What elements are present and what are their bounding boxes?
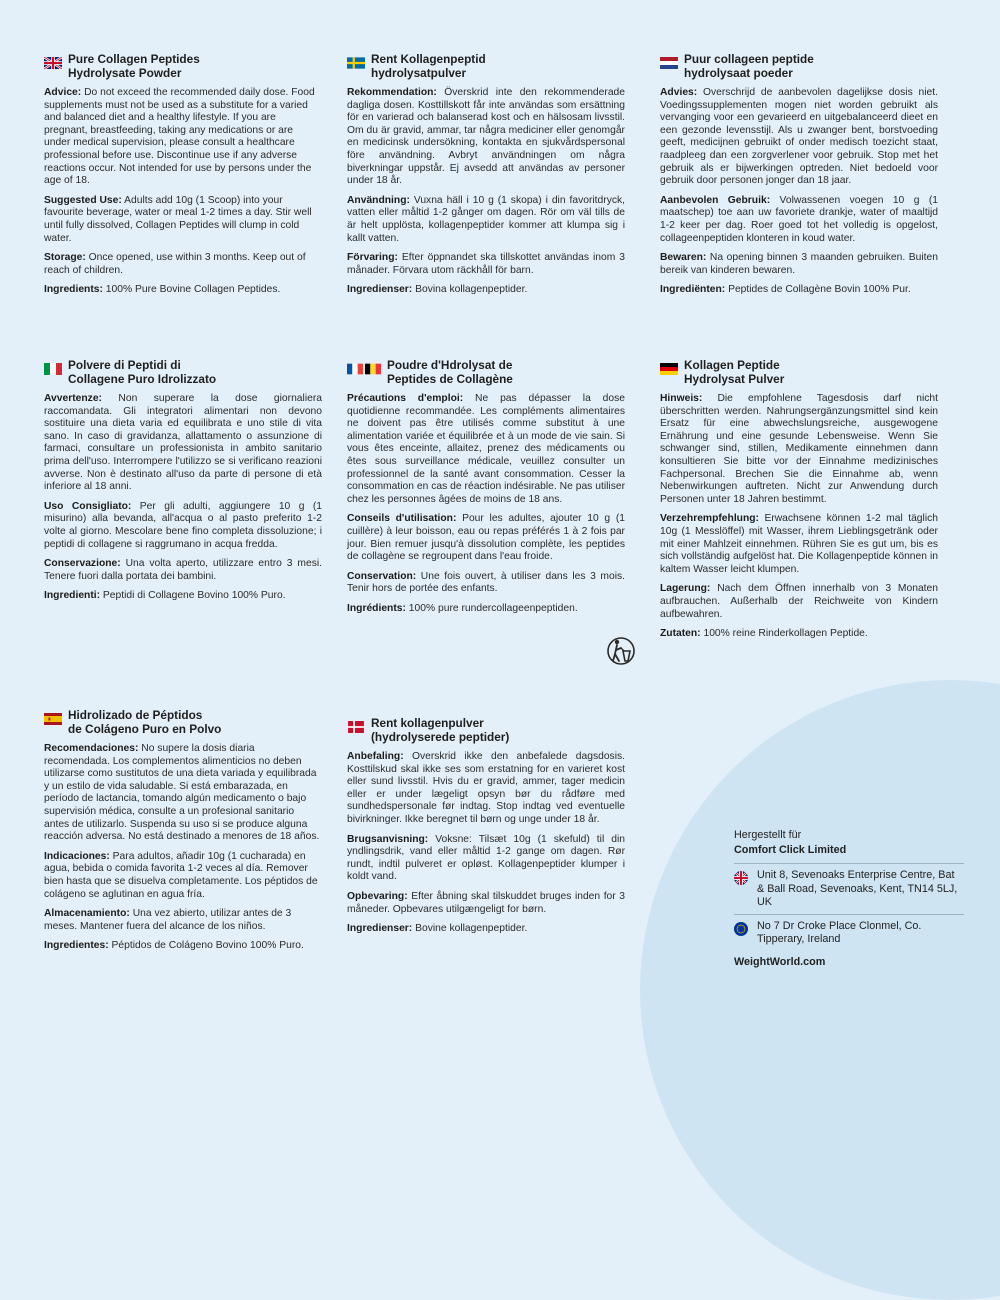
panel-body xyxy=(660,87,938,297)
section-label: Ingredientes: xyxy=(44,940,109,952)
section-label: Recomendaciones: xyxy=(44,743,139,754)
panel-dutch xyxy=(660,52,938,304)
panel-header xyxy=(660,358,938,386)
panel-title: Polvere di Peptidi di Collagene Puro Idrolizzato xyxy=(68,358,217,386)
manufactured-for-label: Hergestellt für xyxy=(734,829,802,841)
panel-header xyxy=(44,358,322,386)
section-text: Efter åbning skal tilskuddet bruges inden for 3 måneder. Opbevares utilgængeligt for børn. xyxy=(347,890,625,915)
panel-body xyxy=(44,87,322,297)
panel-italian xyxy=(44,358,322,610)
section-label: Brugsanvisning: xyxy=(347,833,429,845)
section-label: Suggested Use: xyxy=(44,194,122,206)
panel-section xyxy=(347,252,625,277)
section-label: Rekommendation: xyxy=(347,87,437,98)
section-label: Almacenamiento: xyxy=(44,908,130,920)
panel-section xyxy=(660,583,938,621)
section-text: Voksne: Tilsæt 10g (1 skefuld) til din yndlingsdrik, vand eller måltid 1-2 gange om dagen. Rør rundt, indtil pulveret er opløst. Kollagenpeptider klumper i koldt vand. xyxy=(347,833,625,883)
panel-title: Poudre d'Hdrolysat de Peptides de Collagène xyxy=(387,358,513,386)
panel-french xyxy=(347,358,625,623)
ie-address-row xyxy=(734,914,964,951)
section-text: Efter öppnandet ska tillskottet användas inom 3 månader. Förvara utom räckhåll för barn. xyxy=(347,252,625,276)
section-label: Précautions d'emploi: xyxy=(347,393,464,404)
panel-section xyxy=(660,284,938,297)
panel-section xyxy=(44,252,322,277)
panel-title: Rent kollagenpulver (hydrolyserede peptider) xyxy=(371,716,510,744)
panel-body xyxy=(44,393,322,603)
tidyman-recycle-icon xyxy=(606,634,636,668)
section-label: Bewaren: xyxy=(660,252,707,264)
panel-title: Hidrolizado de Péptidos de Colágeno Puro en Polvo xyxy=(68,708,222,736)
section-text: Ne pas dépasser la dose quotidienne recommandée. Les compléments alimentaires ne doivent pas être utilisés comme substitut à une alimentation variée et équilibrée et à un mode de vie sain. Si vous êtes enceinte, allaitez, prenez des médicaments ou êtes sous surveillance médicale, veuillez consulter un professionnel de la santé avant consommation. Cesser la consommation en cas de réaction indésirable. Ne pas utiliser chez les personnes âgées de moins de 18 ans. xyxy=(347,393,625,505)
panel-section xyxy=(44,851,322,901)
panel-body xyxy=(347,751,625,936)
section-label: Conservation: xyxy=(347,570,417,582)
panel-section xyxy=(44,940,322,953)
section-text: Una volta aperto, utilizzare entro 3 mesi. Tenere fuori dalla portata dei bambini. xyxy=(44,558,322,582)
section-text: Erwachsene können 1-2 mal täglich 10g (1 Messlöffel) mit Wasser, ihrem Lieblingsgetränk oder mit einer Mahlzeit einnehmen. Rühren Sie es gut um, bis es sich vollständig aufgelöst hat. Die Kollagenpeptide können in kaltem Wasser leicht klumpen. xyxy=(660,513,938,575)
panel-body xyxy=(44,743,322,953)
panel-body xyxy=(347,87,625,297)
section-text: Peptides de Collagène Bovin 100% Pur. xyxy=(725,284,911,296)
section-text: Na opening binnen 3 maanden gebruiken. Buiten bereik van kinderen bewaren. xyxy=(660,252,938,276)
panel-section xyxy=(347,603,625,616)
section-text: Volwassenen voegen 10 g (1 maatschep) toe aan uw favoriete drankje, water of maaltijd 1-2 keer per dag. Roer goed tot het volledig is opgelost, collageenpeptiden klonteren in koud water. xyxy=(660,194,938,244)
ie-address: No 7 Dr Croke Place Clonmel, Co. Tipperary, Ireland xyxy=(757,919,922,945)
panel-header xyxy=(347,716,625,744)
panel-section xyxy=(347,571,625,596)
uk-flag-icon xyxy=(734,871,748,885)
panel-section xyxy=(44,87,322,188)
panel-section xyxy=(44,501,322,551)
section-text: Per gli adulti, aggiungere 10 g (1 misurino) alla bevanda, all'acqua o al pasto preferito 1-2 volte al giorno. Mescolare bene fino completa dissoluzione; i peptidi di collagene si raggrumano in acqua fredda. xyxy=(44,500,322,550)
panel-title: Puur collageen peptide hydrolysaat poeder xyxy=(684,52,814,80)
section-label: Aanbevolen Gebruik: xyxy=(660,194,771,206)
section-label: Ingrediënten: xyxy=(660,284,726,296)
section-label: Förvaring: xyxy=(347,252,398,264)
section-text: 100% Pure Bovine Collagen Peptides. xyxy=(102,284,281,296)
section-text: Nach dem Öffnen innerhalb von 3 Monaten aufbrauchen. Außerhalb der Reichweite von Kindern aufbewahren. xyxy=(660,583,938,620)
section-text: 100% pure rundercollageenpeptiden. xyxy=(405,602,578,614)
section-text: Adults add 10g (1 Scoop) into your favourite beverage, water or meal 1-2 times a day. Stir well until fully dissolved, Collagen Peptides will clump in cold water. xyxy=(44,194,312,244)
section-text: Peptidi di Collagene Bovino 100% Puro. xyxy=(100,590,286,602)
panel-body xyxy=(660,393,938,641)
spain-flag-icon xyxy=(44,713,62,725)
section-label: Advies: xyxy=(660,87,698,98)
panel-section xyxy=(44,743,322,844)
section-text: Une fois ouvert, à utiliser dans les 3 mois. Tenir hors de portée des enfants. xyxy=(347,570,625,595)
panel-section xyxy=(44,284,322,297)
section-label: Ingredienser: xyxy=(347,284,413,296)
panel-title: Kollagen Peptide Hydrolysat Pulver xyxy=(684,358,785,386)
section-label: Ingrédients: xyxy=(347,602,406,614)
company-info xyxy=(734,829,964,969)
section-text: Once opened, use within 3 months. Keep out of reach of children. xyxy=(44,252,306,276)
panel-section xyxy=(660,393,938,506)
panel-header xyxy=(660,52,938,80)
section-label: Advice: xyxy=(44,87,82,98)
panel-section xyxy=(347,87,625,188)
panel-section xyxy=(44,908,322,933)
section-label: Ingredienser: xyxy=(347,923,413,935)
section-text: 100% reine Rinderkollagen Peptide. xyxy=(700,628,868,640)
uk-address-row xyxy=(734,863,964,914)
denmark-flag-icon xyxy=(347,721,365,733)
panel-danish xyxy=(347,716,625,943)
section-text: Pour les adultes, ajouter 10 g (1 cuillère) à leur boisson, eau ou repas préférés 1 à 2 fois par jour. Bien remuer jusqu'à dissolution complète, les peptides de collagène se regroupent dans l'eau froide. xyxy=(347,513,625,563)
section-label: Zutaten: xyxy=(660,628,701,640)
panel-section xyxy=(660,628,938,641)
panel-body xyxy=(347,393,625,616)
panel-section xyxy=(347,923,625,936)
section-label: Indicaciones: xyxy=(44,850,110,862)
section-label: Anbefaling: xyxy=(347,751,404,762)
panel-section xyxy=(347,513,625,563)
panel-section xyxy=(660,195,938,245)
section-text: Vuxna häll i 10 g (1 skopa) i din favoritdryck, vatten eller måltid 1-2 gånger om dagen. Rör om väl tills de är helt upplösta, kollagenpeptider kommer att klumpa sig i kallt vatten. xyxy=(347,194,625,244)
panel-section xyxy=(347,751,625,827)
section-label: Opbevaring: xyxy=(347,890,408,902)
section-label: Conseils d'utilisation: xyxy=(347,513,457,525)
section-text: Bovina kollagenpeptider. xyxy=(412,284,528,296)
netherlands-flag-icon xyxy=(660,57,678,69)
panel-header xyxy=(347,358,625,386)
panel-section xyxy=(44,590,322,603)
germany-flag-icon xyxy=(660,363,678,375)
panel-section xyxy=(347,834,625,884)
section-text: Överskrid inte den rekommenderade dagliga dosen. Kosttillskott får inte användas som ersättning för en varierad och balanserad kost och en hälsosam livsstil. Om du är gravid, ammar, tar några mediciner eller genomgår en medicinsk undersökning, kontakta en sjukvårdspersonal före användning. Avbryt användningen om några biverkningar uppstår. Ej avsedd att användas av personer under 18 år. xyxy=(347,87,625,187)
section-text: No supere la dosis diaria recomendada. Los complementos alimenticios no deben utilizarse como sustitutos de una dieta variada y equilibrada y un estilo de vida saludable. Si está embarazada, en período de lactancia, tomando algún medicamento o bajo supervisión médica, consulte a un profesional sanitario antes de utilizarlo. Suspenda su uso si se produce alguna reacción adversa. No está destinado a menores de 18 años. xyxy=(44,743,320,843)
panel-section xyxy=(44,393,322,494)
panel-header xyxy=(44,708,322,736)
uk-flag-icon xyxy=(44,57,62,69)
panel-section xyxy=(44,558,322,583)
panel-section xyxy=(44,195,322,245)
panel-title: Pure Collagen Peptides Hydrolysate Powder xyxy=(68,52,200,80)
panel-title: Rent Kollagenpeptid hydrolysatpulver xyxy=(371,52,486,80)
panel-section xyxy=(347,393,625,506)
section-text: Péptidos de Colágeno Bovino 100% Puro. xyxy=(108,940,304,952)
section-label: Hinweis: xyxy=(660,393,703,404)
section-text: Overschrijd de aanbevolen dagelijkse dosis niet. Voedingssupplementen mogen niet worden gebruikt als vervanging voor een gevarieerd en uitgebalanceerd dieet en een gezonde levensstijl. Als u zwanger bent, borstvoeding geeft, medicijnen gebruikt of onder medisch toezicht staat, raadpleeg dan een zorgverlener voor gebruik. Stop met het gebruik als er bijwerkingen optreden. Niet bedoeld voor gebruik door personen jonger dan 18 jaar. xyxy=(660,87,938,187)
panel-section xyxy=(660,513,938,576)
section-label: Användning: xyxy=(347,194,410,206)
eu-flag-icon xyxy=(734,922,748,936)
section-label: Ingredienti: xyxy=(44,590,101,602)
italy-flag-icon xyxy=(44,363,62,375)
section-label: Verzehrempfehlung: xyxy=(660,513,759,525)
section-text: Una vez abierto, utilizar antes de 3 meses. Mantener fuera del alcance de los niños. xyxy=(44,908,292,932)
section-label: Storage: xyxy=(44,252,86,264)
section-label: Lagerung: xyxy=(660,583,711,595)
uk-address: Unit 8, Sevenoaks Enterprise Centre, Bat & Ball Road, Sevenoaks, Kent, TN14 5LJ, UK xyxy=(757,869,958,908)
section-label: Avvertenze: xyxy=(44,393,102,404)
section-label: Conservazione: xyxy=(44,558,121,570)
panel-section xyxy=(660,87,938,188)
panel-section xyxy=(347,284,625,297)
panel-header xyxy=(44,52,322,80)
website-link[interactable]: WeightWorld.com xyxy=(734,955,826,968)
panel-header xyxy=(347,52,625,80)
panel-section xyxy=(347,195,625,245)
panel-section xyxy=(660,252,938,277)
background-decor-circle xyxy=(640,680,1000,1300)
section-text: Non superare la dose giornaliera raccomandata. Gli integratori alimentari non devono sostituire una dieta varia ed equilibrata e uno stile di vita sano. In caso di gravidanza, allattamento o assunzione di farmaci, consultare un professionista in ambito sanitario prima dell'uso. Interrompere l'utilizzo se si verificano reazioni avverse. Non è destinato all'uso da parte di persone di età inferiore al 18 anni. xyxy=(44,393,322,493)
section-text: Die empfohlene Tagesdosis darf nicht überschritten werden. Nahrungsergänzungsmittel sind kein Ersatz für eine abwechslungsreiche, ausgewogene Ernährung und eine gesunde Lebensweise. Wenn Sie schwanger sind, stillen, Medikamente einnehmen dann konsultieren Sie bitte vor der Einnahme medizinisches Fachpersonal. Brechen Sie die Einnahme ab, wenn Nebenwirkungen auftreten. Nicht zur Anwendung durch Personen unter 18 Jahren bestimmt. xyxy=(660,393,938,505)
sweden-flag-icon xyxy=(347,57,365,69)
section-text: Overskrid ikke den anbefalede dagsdosis. Kosttilskud skal ikke ses som erstatning for en varieret kost eller sund livsstil. Hvis du er gravid, ammer, tager medicin eller er under lægeligt opsyn bør du rådføre med sundhedspersonale før indtag. Stop indtag ved eventuelle bivirkninger. Ikke beregnet til børn og unge under 18 år. xyxy=(347,751,625,825)
panel-spanish xyxy=(44,708,322,960)
section-text: Bovine kollagenpeptider. xyxy=(412,923,528,935)
company-name: Comfort Click Limited xyxy=(734,843,847,856)
panel-german xyxy=(660,358,938,648)
section-label: Uso Consigliato: xyxy=(44,500,132,512)
section-text: Para adultos, añadir 10g (1 cucharada) en agua, bebida o comida favorita 1-2 veces al día. Remover bien hasta que se disuelva completamente. Los péptidos de colágeno se aglutinan en agua fría. xyxy=(44,850,318,900)
section-label: Ingredients: xyxy=(44,284,103,296)
france-belgium-flag-icon xyxy=(347,363,381,375)
section-text: Do not exceed the recommended daily dose. Food supplements must not be used as a substitute for a varied and balanced diet and a healthy lifestyle. If you are pregnant, breastfeeding, taking any medications or are under medical supervision, please consult a healthcare professional before use. Discontinue use if any adverse reactions occur. Not intended for use by persons under the age of 18. xyxy=(44,87,315,187)
panel-english xyxy=(44,52,322,304)
panel-section xyxy=(347,891,625,916)
panel-swedish xyxy=(347,52,625,304)
